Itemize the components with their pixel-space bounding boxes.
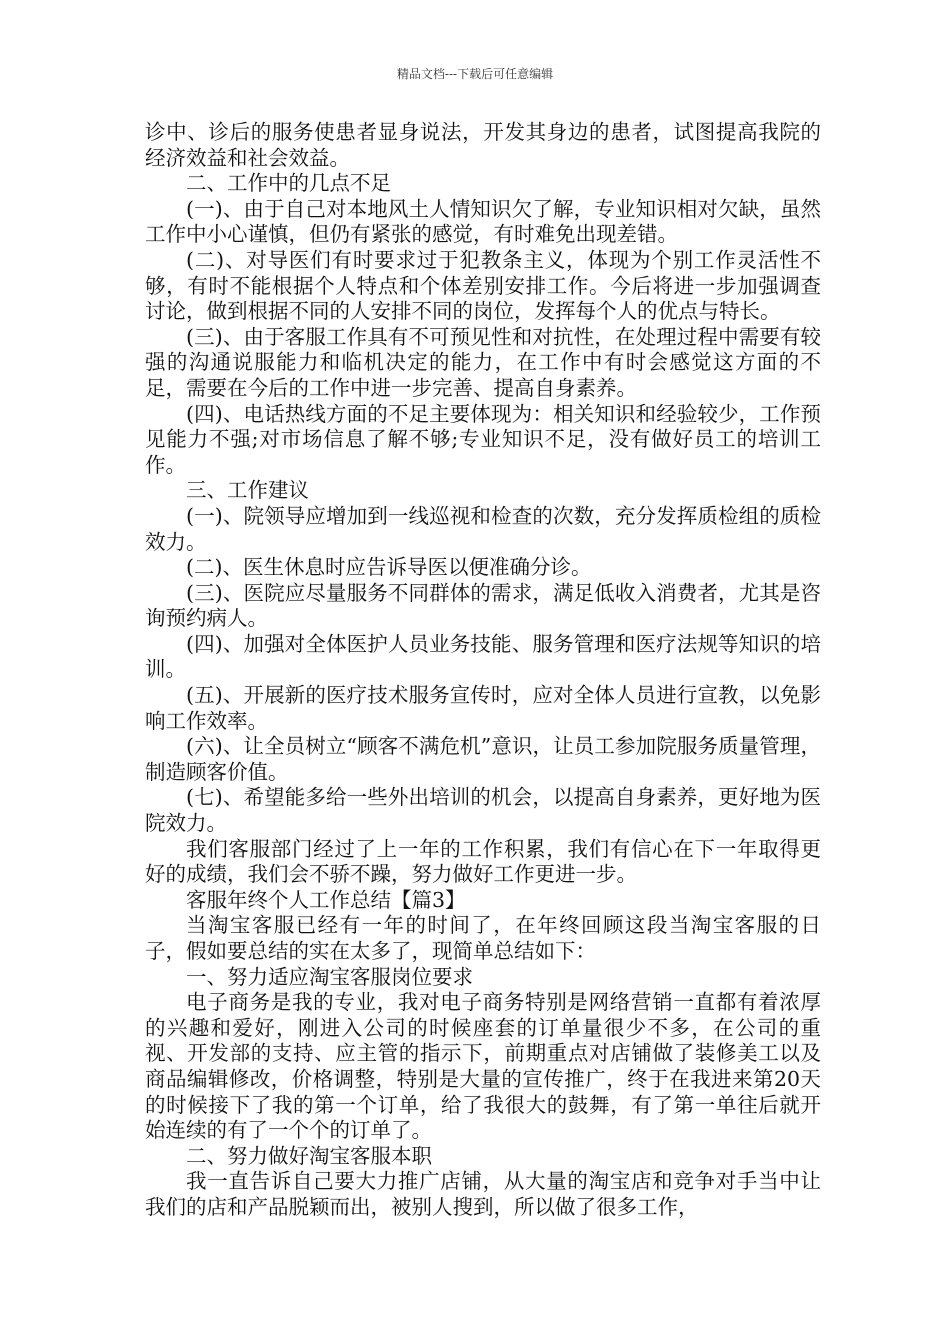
paragraph: (四)、电话热线方面的不足主要体现为：相关知识和经验较少，工作预见能力不强;对市场信息了解不够;专业知识不足，没有做好员工的培训工作。 bbox=[145, 401, 821, 477]
paragraph: 电子商务是我的专业，我对电子商务特别是网络营销一直都有着浓厚的兴趣和爱好，刚进入公司的时候座套的订单量很少不多，在公司的重视、开发部的支持、应主管的指示下，前期重点对店铺做了装修美工以及商品编辑修改，价格调整，特别是大量的宣传推广，终于在我进来第20天的时候接下了我的第一个订单，给了我很大的鼓舞，有了第一单往后就开始连续的有了一个个的订单了。 bbox=[145, 990, 821, 1143]
paragraph: (三)、医院应尽量服务不同群体的需求，满足低收入消费者，尤其是咨询预约病人。 bbox=[145, 580, 821, 631]
paragraph: 我一直告诉自己要大力推广店铺，从大量的淘宝店和竞争对手当中让我们的店和产品脱颖而出，被别人搜到，所以做了很多工作， bbox=[145, 1169, 821, 1219]
paragraph: 一、努力适应淘宝客服岗位要求 bbox=[186, 964, 473, 989]
paragraph: (一)、院领导应增加到一线巡视和检查的次数，充分发挥质检组的质检效力。 bbox=[145, 503, 821, 554]
paragraph: 当淘宝客服已经有一年的时间了，在年终回顾这段当淘宝客服的日子，假如要总结的实在太多了，现简单总结如下： bbox=[145, 913, 821, 963]
paragraph: (六)、让全员树立“顾客不满危机”意识，让员工参加院服务质量管理，制造顾客价值。 bbox=[145, 734, 821, 784]
paragraph: 我们客服部门经过了上一年的工作积累，我们有信心在下一年取得更好的成绩，我们会不骄不躁，努力做好工作更进一步。 bbox=[145, 836, 821, 887]
paragraph: 二、工作中的几点不足 bbox=[186, 171, 391, 196]
paragraph: 诊中、诊后的服务使患者显身说法，开发其身边的患者，试图提高我院的经济效益和社会效益。 bbox=[145, 120, 821, 170]
page-header: 精品文档---下载后可任意编辑 bbox=[396, 67, 554, 81]
paragraph: (四)、加强对全体医护人员业务技能、服务管理和医疗法规等知识的培训。 bbox=[145, 631, 821, 682]
paragraph: (五)、开展新的医疗技术服务宣传时，应对全体人员进行宣教，以免影响工作效率。 bbox=[145, 683, 821, 733]
paragraph: (七)、希望能多给一些外出培训的机会，以提高自身素养，更好地为医院效力。 bbox=[145, 785, 821, 836]
paragraph: (二)、对导医们有时要求过于犯教条主义，体现为个别工作灵活性不够，有时不能根据个人特点和个体差别安排工作。今后将进一步加强调查讨论，做到根据不同的人安排不同的岗位，发挥每个人的优点与特长。 bbox=[145, 247, 821, 324]
paragraph: (一)、由于自己对本地风土人情知识欠了解，专业知识相对欠缺，虽然工作中小心谨慎，但仍有紧张的感觉，有时难免出现差错。 bbox=[145, 196, 821, 247]
paragraph: 二、努力做好淘宝客服本职 bbox=[186, 1143, 432, 1168]
paragraph: 三、工作建议 bbox=[186, 478, 309, 503]
document-body bbox=[145, 120, 821, 1221]
paragraph: (三)、由于客服工作具有不可预见性和对抗性，在处理过程中需要有较强的沟通说服能力和临机决定的能力，在工作中有时会感觉这方面的不足，需要在今后的工作中进一步完善、提高自身素养。 bbox=[145, 324, 821, 400]
paragraph: 客服年终个人工作总结【篇3】 bbox=[186, 887, 466, 912]
paragraph: (二)、医生休息时应告诉导医以便准确分诊。 bbox=[186, 555, 592, 580]
